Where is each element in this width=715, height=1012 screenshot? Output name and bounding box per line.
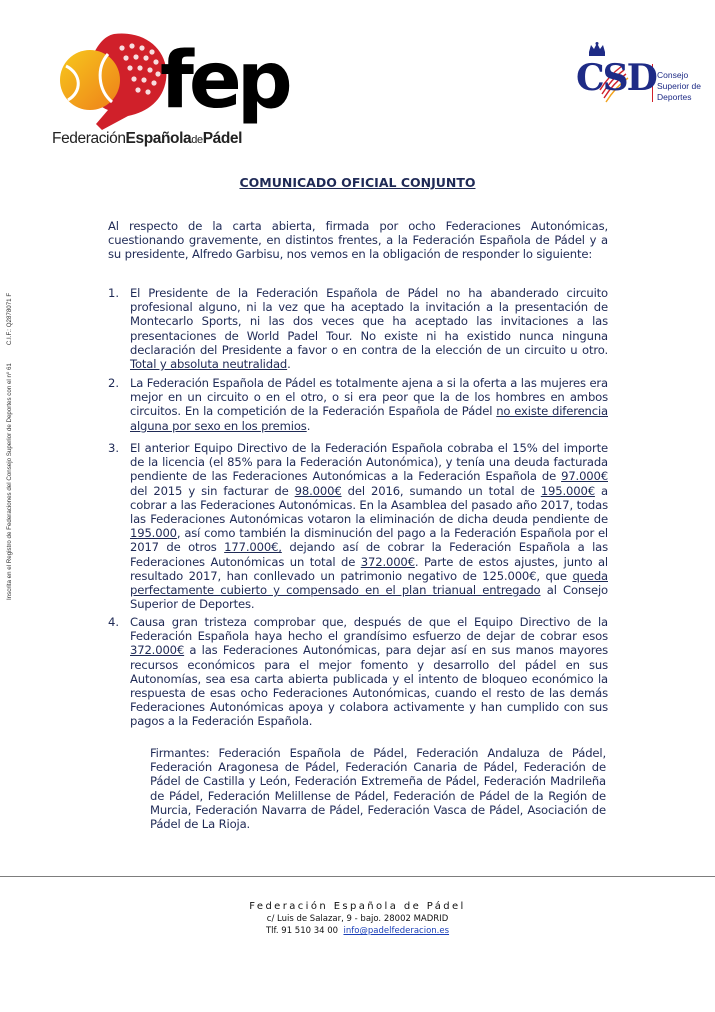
list-number: 4. [108, 615, 120, 629]
footer [0, 900, 715, 938]
underlined-phrase: no existe diferencia alguna por sexo en los premios [130, 404, 609, 433]
footer-address: c/ Luis de Salazar, 9 - bajo. 28002 MADRID [266, 914, 449, 924]
amount-195000: 195.000€ [540, 483, 595, 498]
footer-email-link[interactable]: info@padelfederacion.es [343, 926, 450, 936]
csd-full-name: Consejo Superior de Deportes [657, 70, 701, 102]
amount-372000: 372.000€ [360, 554, 415, 569]
footer-divider [0, 876, 715, 877]
amount-177000: 177.000€, [224, 540, 282, 555]
amount-97000: 97.000€ [561, 469, 608, 484]
signatories-paragraph: Firmantes: Federación Española de Pádel, Federación Andaluza de Pádel, Federación Aragonesa de Pádel, Federación Canaria de Pádel, Federación de Pádel de Castilla y León, Federación Extremeña de Pádel, Federación Madrileña de Pádel, Federación Melillense de Pádel, Federación de Pádel de la Región de Murcia, Federación Navarra de Pádel, Federación Vasca de Pádel, Asociación de Pádel de La Rioja. [150, 746, 606, 832]
amount-195000-b: 195.000 [130, 526, 177, 541]
footer-phone: Tlf. 91 510 34 00 [265, 926, 339, 936]
csd-logo-letters: CSD [576, 57, 656, 99]
fep-logo-letters: fep [160, 36, 288, 126]
list-item-4: 4. Causa gran tristeza comprobar que, después de que el Equipo Directivo de la Federación Española haya hecho el grandísimo esfuerzo de dejar de cobrar esos 372.000€ a las Federaciones Autonómicas, para dejar así en sus manos mayores recursos económicos para el mejor fomento y desarrollo del pádel en sus Autonomías, sea esa carta abierta publicada y el intento de bloqueo económico la respuesta de esas ocho Federaciones Autonómicas, cuando el resto de las demás Federaciones Autonómicas apoya y colabora activamente y han cumplido con sus pagos a la Federación Española. [108, 615, 608, 729]
amount-98000: 98.000€ [294, 483, 342, 498]
cif-number: C.I.F.: Q2878071 F [6, 292, 13, 346]
underlined-phrase: queda perfectamente cubierto y compensado en el plan trianual entregado [130, 568, 608, 598]
list-item-1: 1. El Presidente de la Federación Española de Pádel no ha abanderado circuito profesional alguno, ni la vez que ha aceptado la invitación a la presentación de Montecarlo Sports, ni las dos veces que ha aceptado las invitaciones a las presentaciones de World Padel Tour. No existe ni ha existido nunca ninguna declaración del Presidente a favor o en contra de la elección de un circuito u otro. Total y absoluta neutralidad. [108, 286, 608, 372]
list-item-2: 2. La Federación Española de Pádel es totalmente ajena a si la oferta a las mujeres era mejor en un circuito o en el otro, o si era peor que la de los hombres en ambos circuitos. En la competición de la Federación Española de Pádel no existe diferencia alguna por sexo en los premios. [108, 376, 609, 433]
footer-contact [0, 925, 715, 938]
intro-paragraph: Al respecto de la carta abierta, firmada por ocho Federaciones Autonómicas, cuestionando gravemente, en distintos frentes, a la Federación Española de Pádel y a su presidente, Alfredo Garbisu, nos vemos en la obligación de responder lo siguiente: [108, 219, 608, 262]
list-number: 1. [108, 286, 120, 300]
document-title: COMUNICADO OFICIAL CONJUNTO [239, 175, 476, 190]
underlined-phrase: Total y absoluta neutralidad [130, 357, 288, 372]
list-number: 2. [108, 376, 120, 390]
registry-note: Inscrita en el Registro de Federaciones del Consejo Superior de Deportes con el nº 61C.I.F.: Q2878071 F [6, 292, 13, 600]
footer-org-name: Federación Española de Pádel [249, 901, 466, 912]
list-item-3: 3. El anterior Equipo Directivo de la Federación Española cobraba el 15% del importe de la licencia (el 85% para la Federación Autonómica), y tenía una deuda facturada pendiente de las Federaciones Autonómicas a la Federación Española de 97.000€ del 2015 y sin facturar de 98.000€ del 2016, sumando un total de 195.000€ a cobrar a las Federaciones Autonómicas. En la Asamblea del pasado año 2017, todas las Federaciones Autonómicas votaron la eliminación de dicha deuda pendiente de 195.000, así como también la disminución del pago a la Federación Española por el 2017 de otros 177.000€, dejando así de cobrar la Federación Española a las Federaciones Autonómicas un total de 372.000€. Parte de estos ajustes, junto al resultado 2017, han conllevado un patrimonio negativo de 125.000€, que queda perfectamente cubierto y compensado en el plan trianual entregado al Consejo Superior de Deportes. [108, 441, 609, 612]
list-number: 3. [108, 441, 120, 455]
fep-full-name: FederaciónEspañoladePádel [52, 130, 243, 147]
amount-372000-b: 372.000€ [130, 643, 185, 658]
